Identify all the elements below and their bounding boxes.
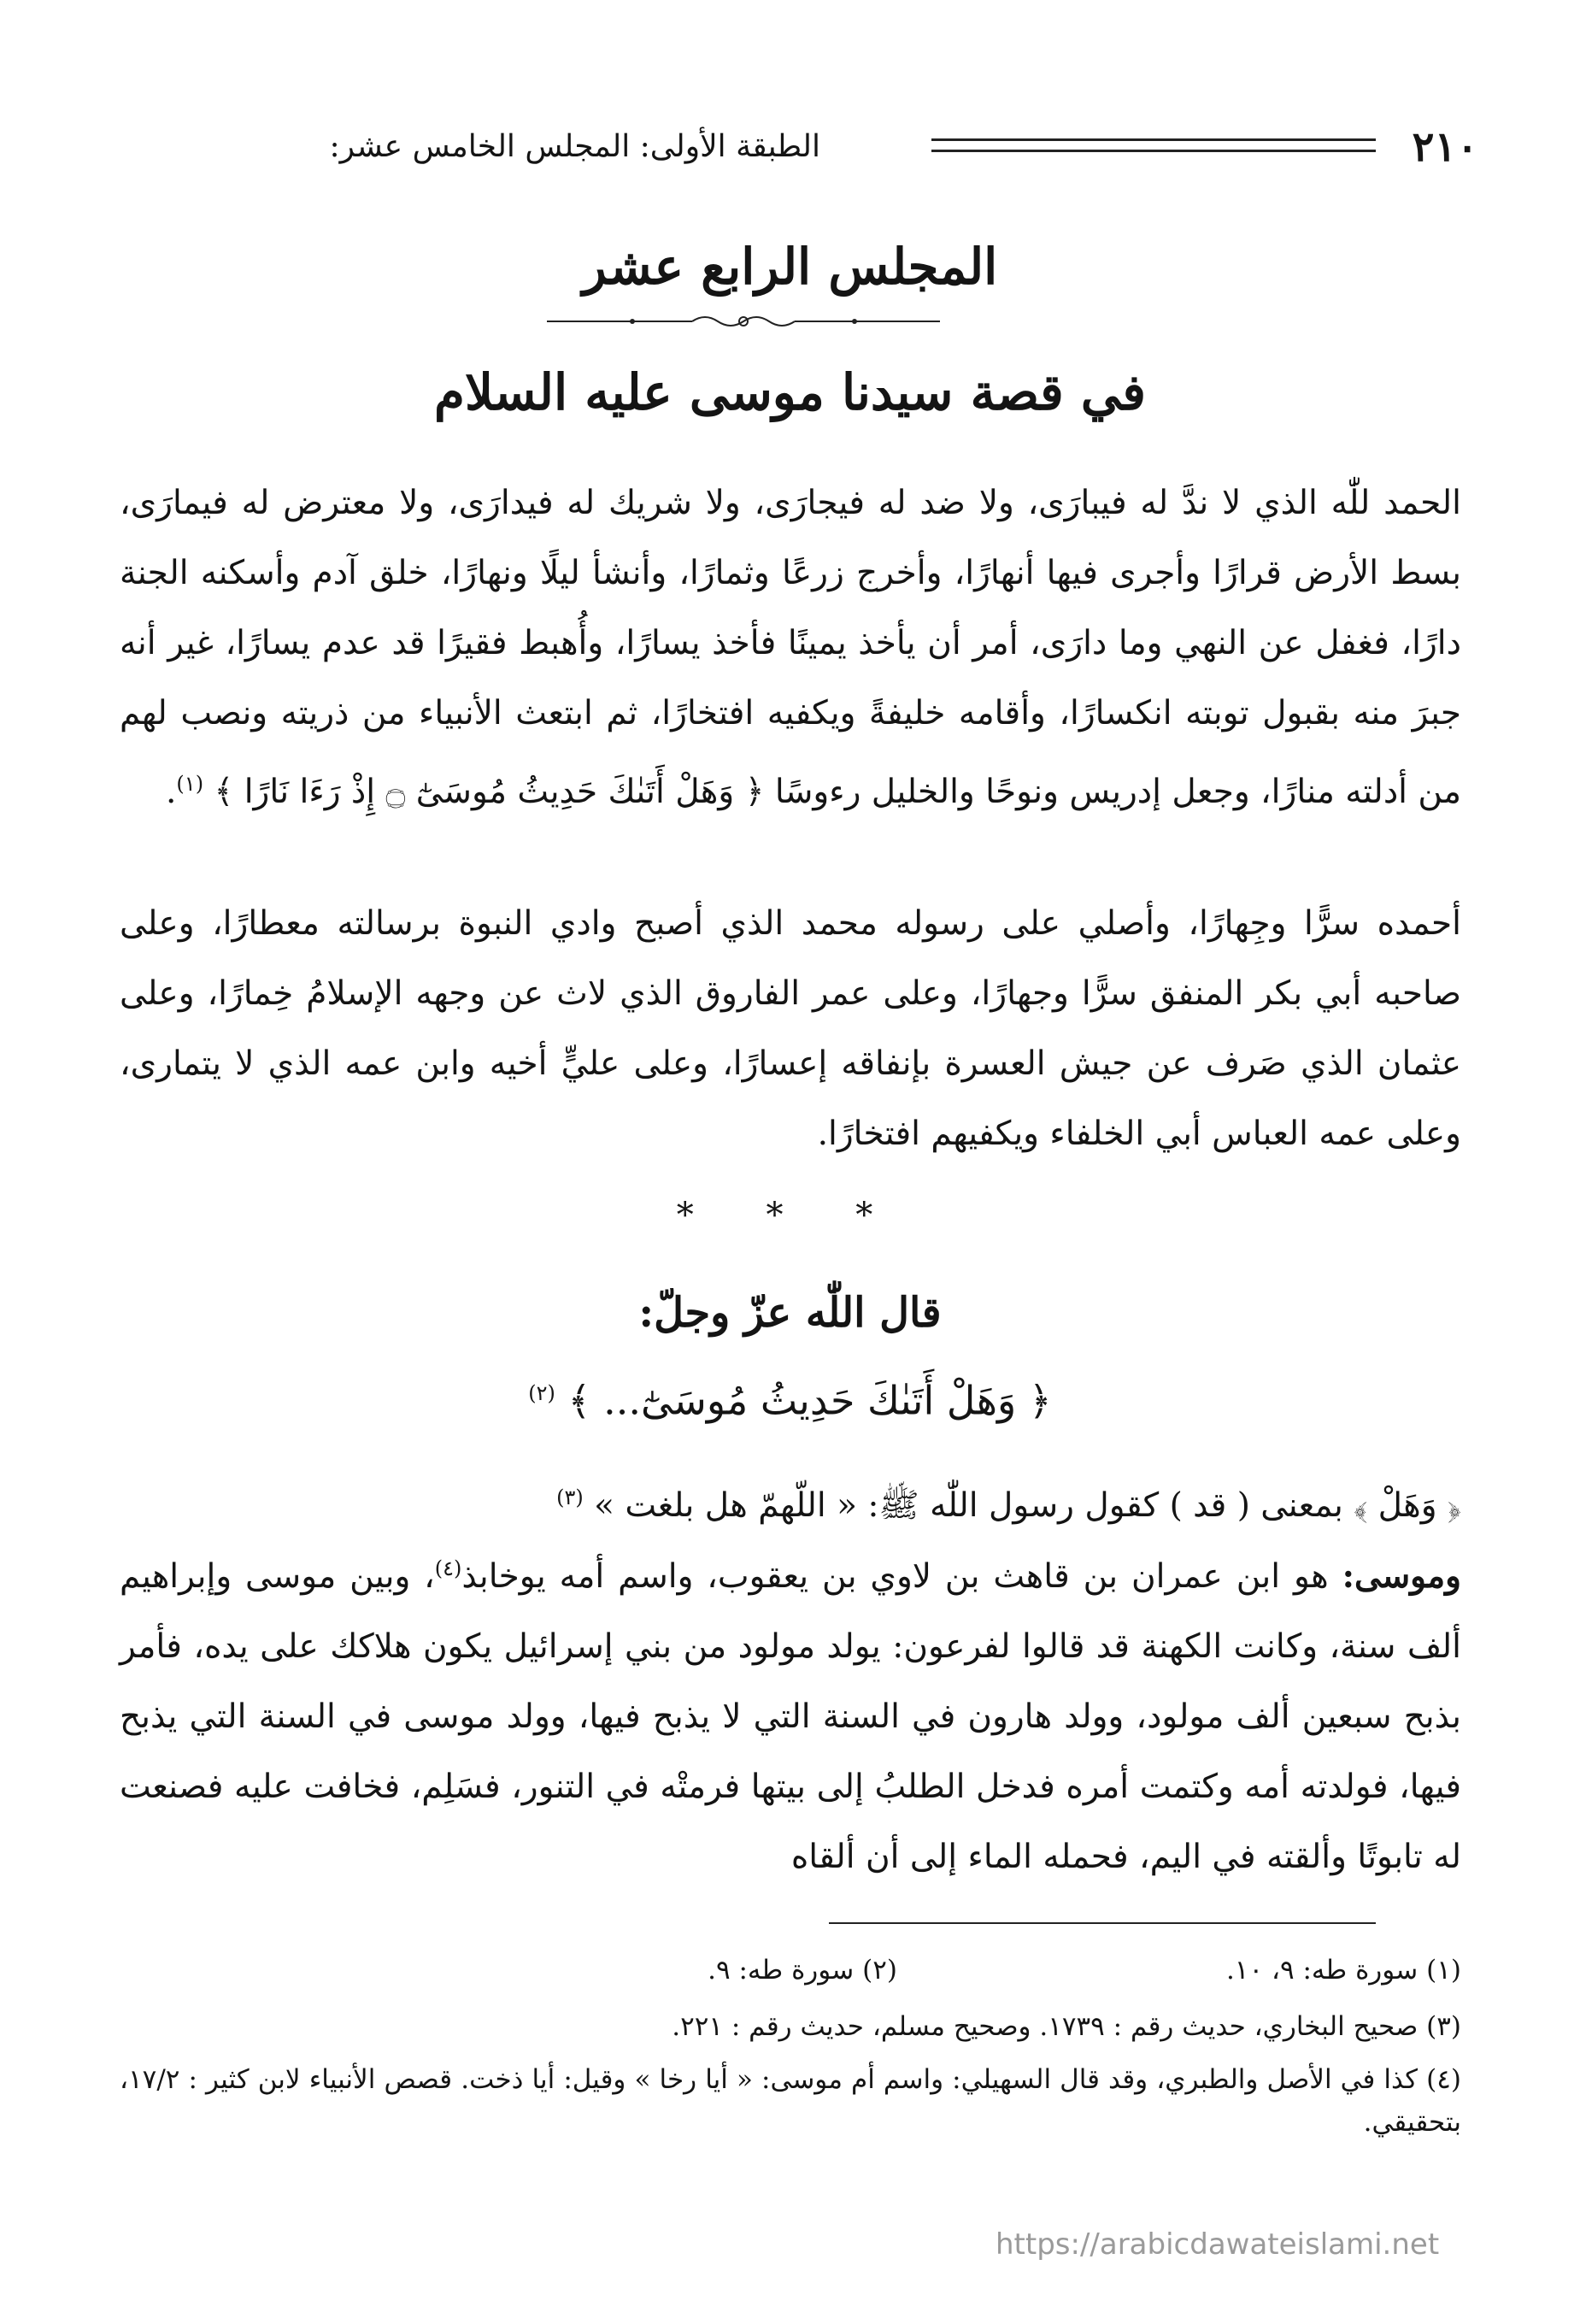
running-header [111, 120, 1478, 179]
footnote-3: (٣) صحيح البخاري، حديث رقم : ١٧٣٩. وصحيح مسلم، حديث رقم : ٢٢١. [672, 2011, 1461, 2042]
explanation-line [120, 1465, 1461, 1539]
musa-paragraph [120, 1533, 1461, 1892]
musa-text-a: هو ابن عمران بن قاهث بن لاوي بن يعقوب، واسم أمه يوخابذ [461, 1557, 1329, 1596]
page-number: ٢١٠ [1412, 123, 1478, 171]
praise-paragraph: أحمده سرًّا وجِهارًا، وأصلي على رسوله محمد الذي أصبح وادي النبوة برسالته معطارًا، وعلى صاحبه أبي بكر المنفق سرًّا وجهارًا، وعلى عمر الفاروق الذي لاث عن وجهه الإسلامُ خِمارًا، وعلى عثمان الذي صَرف عن جيش العسرة بإنفاقه إعسارًا، وعلى عليٍّ أخيه وابن عمه الذي لا يتمارى، وعلى عمه العباس أبي الخلفاء ويكفيهم افتخارًا. [120, 904, 1461, 1153]
footnote-ref-4: (٤) [434, 1556, 462, 1580]
section-heading: قال اللّٰه عزّ وجلّ: [638, 1289, 942, 1337]
opening-end: . [166, 773, 177, 811]
footnote-ref-1: (١) [176, 772, 204, 796]
opening-text: الحمد للّٰه الذي لا ندَّ له فيبارَى، ولا ضد له فيجارَى، ولا شريك له فيدارَى، ولا معترض له فيمارَى، بسط الأرض قرارًا وأجرى فيها أنهارًا، وأخرج زرعًا وثمارًا، وأنشأ ليلًا ونهارًا، خلق آدم وأسكنه الجنة دارًا، فغفل عن النهي وما دارَى، أمر أن يأخذ يمينًا فأخذ يسارًا، وأُهبط فقيرًا قد عدم يسارًا، غير أنه جبرَ منه بقبول توبته انكسارًا، وأقامه خليفةً ويكفيه افتخارًا، ثم ابتعث الأنبياء من ذريته ونصب لهم من أدلته منارًا، وجعل إدريس ونوحًا والخليل رءوسًا ﴿ وَهَلْ أَتَىٰكَ حَدِيثُ مُوسَىٰٓ ۝ إِذْ رَءَا نَارًا ﴾ [120, 484, 1461, 811]
footnote-ref-2: (٢) [528, 1381, 555, 1405]
footnote-row-1 [120, 1949, 1461, 1992]
watermark-url: https://arabicdawateislami.net [996, 2227, 1440, 2262]
musa-label: وموسى: [1342, 1556, 1462, 1596]
footnote-2: (٢) سورة طه: ٩. [708, 1955, 897, 1986]
musa-text-b: ، وبين موسى وإبراهيم ألف سنة، وكانت الكهنة قد قالوا لفرعون: يولد مولود من بني إسرائيل يكون هلاكك على يده، فأمر بذبح سبعين ألف مولود، وولد هارون في السنة التي لا يذبح فيها، وولد موسى في السنة التي يذبح فيها، فولدته أمه وكتمت أمره فدخل الطلبُ إلى بيتها فرمتْه في التنور، فسَلِم، فخافت عليه فصنعت له تابوتًا وألقته في اليم، فحمله الماء إلى أن ألقاه [120, 1557, 1461, 1876]
footnote-4: (٤) كذا في الأصل والطبري، وقد قال السهيلي: واسم أم موسى: « أيا رخا » وقيل: أيا ذخت. قصص الأنبياء لابن كثير : ١٧/٢، بتحقيقي. [120, 2064, 1461, 2138]
quran-verse [0, 1359, 1580, 1434]
footnote-ref-3: (٣) [556, 1486, 584, 1509]
chapter-title: المجلس الرابع عشر [582, 238, 998, 296]
explanation-text: ﴿ وَهَلْ ﴾ بمعنى ( قد ) كقول رسول اللّٰه ﷺ: « اللّهمّ هل بلغت » [594, 1486, 1461, 1525]
footnote-1: (١) سورة طه: ٩، ١٠. [1225, 1955, 1461, 1986]
title-ornament [547, 313, 940, 330]
header-double-rule [931, 138, 1376, 152]
footnote-rule [829, 1922, 1376, 1924]
section-separator: * * * [676, 1196, 904, 1235]
opening-paragraph [120, 468, 1461, 827]
verse-text: ﴿ وَهَلْ أَتَىٰكَ حَدِيثُ مُوسَىٰٓ... ﴾ [567, 1377, 1052, 1424]
chapter-subtitle: في قصة سيدنا موسى عليه السلام [434, 363, 1146, 421]
running-title: الطبقة الأولى: المجلس الخامس عشر: [329, 129, 820, 164]
